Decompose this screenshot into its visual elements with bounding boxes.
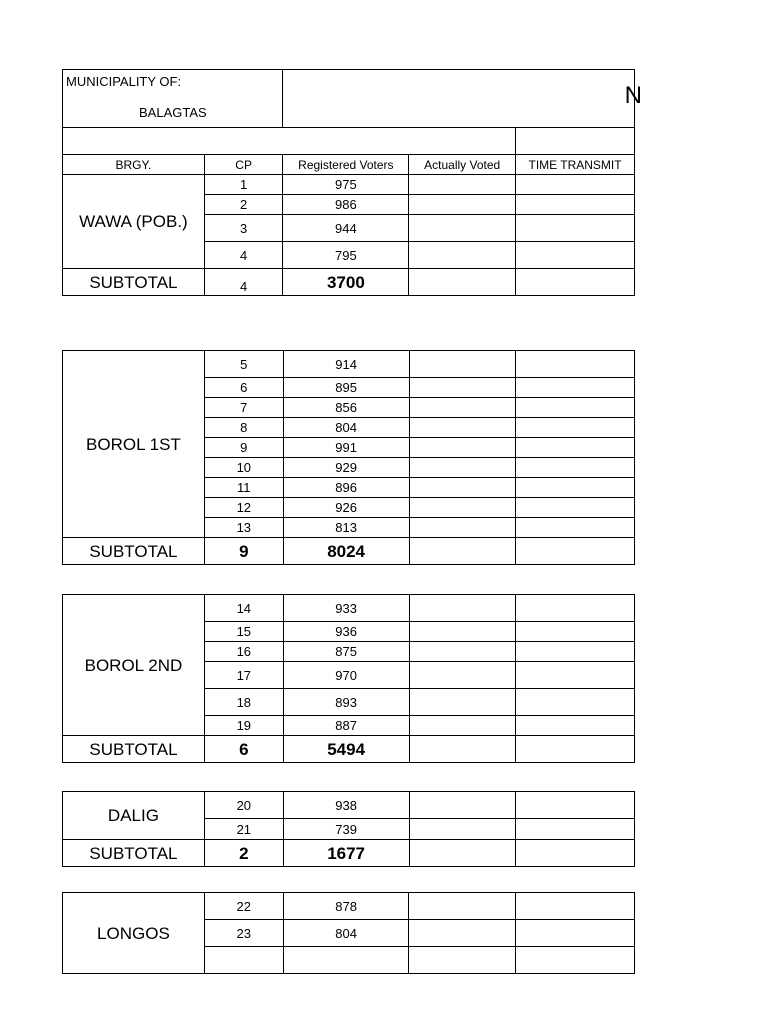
registered-voters-cell: 813 xyxy=(283,518,409,538)
subtotal-registered-voters: 8024 xyxy=(283,538,409,565)
cp-cell: 17 xyxy=(204,662,283,689)
municipality-cell xyxy=(63,70,283,128)
actually-voted-cell[interactable] xyxy=(409,195,516,215)
registered-voters-cell xyxy=(283,947,409,974)
time-transmit-cell[interactable] xyxy=(516,947,635,974)
cp-cell: 2 xyxy=(204,195,283,215)
cp-cell: 14 xyxy=(204,595,283,622)
column-header-actually-voted: Actually Voted xyxy=(409,155,516,175)
subtotal-time-transmit-cell[interactable] xyxy=(516,736,635,763)
barangay-name: DALIG xyxy=(63,792,205,840)
subtotal-row xyxy=(63,538,635,565)
registered-voters-cell: 856 xyxy=(283,398,409,418)
actually-voted-cell[interactable] xyxy=(409,518,516,538)
spreadsheet-page xyxy=(62,0,642,947)
table-row xyxy=(63,595,635,622)
cp-cell: 3 xyxy=(204,215,283,242)
actually-voted-cell[interactable] xyxy=(409,175,516,195)
registered-voters-cell: 895 xyxy=(283,378,409,398)
cp-cell: 1 xyxy=(204,175,283,195)
subtotal-registered-voters: 3700 xyxy=(283,269,409,296)
cp-cell: 10 xyxy=(204,458,283,478)
time-transmit-cell[interactable] xyxy=(516,195,635,215)
actually-voted-cell[interactable] xyxy=(409,478,516,498)
registered-voters-cell: 878 xyxy=(283,893,409,920)
cp-cell: 15 xyxy=(204,622,283,642)
barangay-name: BOROL 1ST xyxy=(63,351,205,538)
subtotal-label: SUBTOTAL xyxy=(63,736,205,763)
table-row xyxy=(63,792,635,819)
cp-cell: 11 xyxy=(204,478,283,498)
subtotal-label: SUBTOTAL xyxy=(63,538,205,565)
time-transmit-cell[interactable] xyxy=(516,351,635,378)
actually-voted-cell[interactable] xyxy=(409,642,516,662)
time-transmit-cell[interactable] xyxy=(516,242,635,269)
time-transmit-cell[interactable] xyxy=(516,215,635,242)
cp-cell xyxy=(204,947,283,974)
time-transmit-cell[interactable] xyxy=(516,438,635,458)
cp-cell: 19 xyxy=(204,716,283,736)
subtotal-row xyxy=(63,269,635,296)
cp-cell: 18 xyxy=(204,689,283,716)
cp-cell: 21 xyxy=(204,819,283,840)
barangay-name: LONGOS xyxy=(63,893,205,974)
column-header-time-transmit: TIME TRANSMIT xyxy=(516,155,635,175)
registered-voters-cell: 804 xyxy=(283,920,409,947)
subtotal-label: SUBTOTAL xyxy=(63,840,205,867)
registered-voters-cell: 975 xyxy=(283,175,409,195)
actually-voted-cell[interactable] xyxy=(409,622,516,642)
registered-voters-cell: 933 xyxy=(283,595,409,622)
actually-voted-cell[interactable] xyxy=(409,418,516,438)
actually-voted-cell[interactable] xyxy=(409,498,516,518)
subtotal-cp: 9 xyxy=(204,538,283,565)
subtotal-actually-voted-cell[interactable] xyxy=(409,736,516,763)
time-transmit-cell[interactable] xyxy=(516,175,635,195)
cp-cell: 4 xyxy=(204,242,283,269)
subtotal-time-transmit-cell[interactable] xyxy=(516,269,635,296)
time-transmit-cell[interactable] xyxy=(516,498,635,518)
actually-voted-cell[interactable] xyxy=(409,438,516,458)
borol-1st-table xyxy=(62,350,635,565)
cp-cell: 23 xyxy=(204,920,283,947)
cp-cell: 16 xyxy=(204,642,283,662)
subtotal-registered-voters: 5494 xyxy=(283,736,409,763)
actually-voted-cell[interactable] xyxy=(409,242,516,269)
report-title: N xyxy=(624,82,642,109)
actually-voted-cell[interactable] xyxy=(409,662,516,689)
time-transmit-cell[interactable] xyxy=(516,792,635,819)
actually-voted-cell[interactable] xyxy=(409,378,516,398)
registered-voters-cell: 914 xyxy=(283,351,409,378)
time-transmit-cell[interactable] xyxy=(516,418,635,438)
actually-voted-cell[interactable] xyxy=(409,689,516,716)
registered-voters-cell: 986 xyxy=(283,195,409,215)
registered-voters-cell: 970 xyxy=(283,662,409,689)
subtotal-time-transmit-cell[interactable] xyxy=(516,840,635,867)
actually-voted-cell[interactable] xyxy=(409,792,516,819)
barangay-name: WAWA (POB.) xyxy=(63,175,205,269)
actually-voted-cell[interactable] xyxy=(409,215,516,242)
table-row xyxy=(63,351,635,378)
time-transmit-cell[interactable] xyxy=(516,622,635,642)
column-header-brgy: BRGY. xyxy=(63,155,205,175)
cp-cell: 22 xyxy=(204,893,283,920)
cp-cell: 6 xyxy=(204,378,283,398)
municipality-label: MUNICIPALITY OF: xyxy=(66,74,182,89)
actually-voted-cell[interactable] xyxy=(409,595,516,622)
time-transmit-cell[interactable] xyxy=(516,893,635,920)
time-transmit-cell[interactable] xyxy=(516,716,635,736)
cp-cell: 5 xyxy=(204,351,283,378)
actually-voted-cell[interactable] xyxy=(409,398,516,418)
registered-voters-cell: 887 xyxy=(283,716,409,736)
subtotal-cp: 6 xyxy=(204,736,283,763)
registered-voters-cell: 795 xyxy=(283,242,409,269)
actually-voted-cell[interactable] xyxy=(409,351,516,378)
registered-voters-cell: 936 xyxy=(283,622,409,642)
time-transmit-cell[interactable] xyxy=(516,398,635,418)
time-transmit-cell[interactable] xyxy=(516,642,635,662)
registered-voters-cell: 896 xyxy=(283,478,409,498)
subtotal-actually-voted-cell[interactable] xyxy=(409,840,516,867)
table-row xyxy=(63,175,635,195)
subtotal-cp: 4 xyxy=(204,269,283,296)
time-transmit-cell[interactable] xyxy=(516,819,635,840)
cp-cell: 8 xyxy=(204,418,283,438)
registered-voters-cell: 944 xyxy=(283,215,409,242)
barangay-name: BOROL 2ND xyxy=(63,595,205,736)
subtotal-row xyxy=(63,736,635,763)
registered-voters-cell: 739 xyxy=(283,819,409,840)
registered-voters-cell: 875 xyxy=(283,642,409,662)
cp-cell: 20 xyxy=(204,792,283,819)
cp-cell: 12 xyxy=(204,498,283,518)
cp-cell: 7 xyxy=(204,398,283,418)
borol-2nd-table xyxy=(62,594,635,763)
registered-voters-cell: 804 xyxy=(283,418,409,438)
title-cell xyxy=(283,70,642,128)
actually-voted-cell[interactable] xyxy=(409,458,516,478)
time-transmit-cell[interactable] xyxy=(516,478,635,498)
table-row xyxy=(63,893,635,920)
time-transmit-cell[interactable] xyxy=(516,518,635,538)
subtotal-registered-voters: 1677 xyxy=(283,840,409,867)
time-transmit-cell[interactable] xyxy=(516,378,635,398)
subtotal-actually-voted-cell[interactable] xyxy=(409,538,516,565)
blank-header-cell xyxy=(516,128,635,155)
time-transmit-cell[interactable] xyxy=(516,920,635,947)
cp-cell: 9 xyxy=(204,438,283,458)
actually-voted-cell[interactable] xyxy=(409,716,516,736)
time-transmit-cell[interactable] xyxy=(516,458,635,478)
registered-voters-cell: 991 xyxy=(283,438,409,458)
column-header-registered-voters: Registered Voters xyxy=(283,155,409,175)
actually-voted-cell[interactable] xyxy=(409,819,516,840)
actually-voted-cell[interactable] xyxy=(409,893,516,920)
registered-voters-cell: 938 xyxy=(283,792,409,819)
header-and-wawa-table xyxy=(62,69,642,296)
subtotal-cp: 2 xyxy=(204,840,283,867)
subtotal-actually-voted-cell[interactable] xyxy=(409,269,516,296)
time-transmit-cell[interactable] xyxy=(516,595,635,622)
subtotal-time-transmit-cell[interactable] xyxy=(516,538,635,565)
time-transmit-cell[interactable] xyxy=(516,689,635,716)
dalig-table xyxy=(62,791,635,867)
longos-table xyxy=(62,892,635,974)
time-transmit-cell[interactable] xyxy=(516,662,635,689)
actually-voted-cell[interactable] xyxy=(409,947,516,974)
registered-voters-cell: 929 xyxy=(283,458,409,478)
municipality-name: BALAGTAS xyxy=(139,105,207,120)
registered-voters-cell: 893 xyxy=(283,689,409,716)
subtotal-row xyxy=(63,840,635,867)
blank-header-cell xyxy=(63,128,516,155)
subtotal-label: SUBTOTAL xyxy=(63,269,205,296)
actually-voted-cell[interactable] xyxy=(409,920,516,947)
registered-voters-cell: 926 xyxy=(283,498,409,518)
cp-cell: 13 xyxy=(204,518,283,538)
column-header-cp: CP xyxy=(204,155,283,175)
